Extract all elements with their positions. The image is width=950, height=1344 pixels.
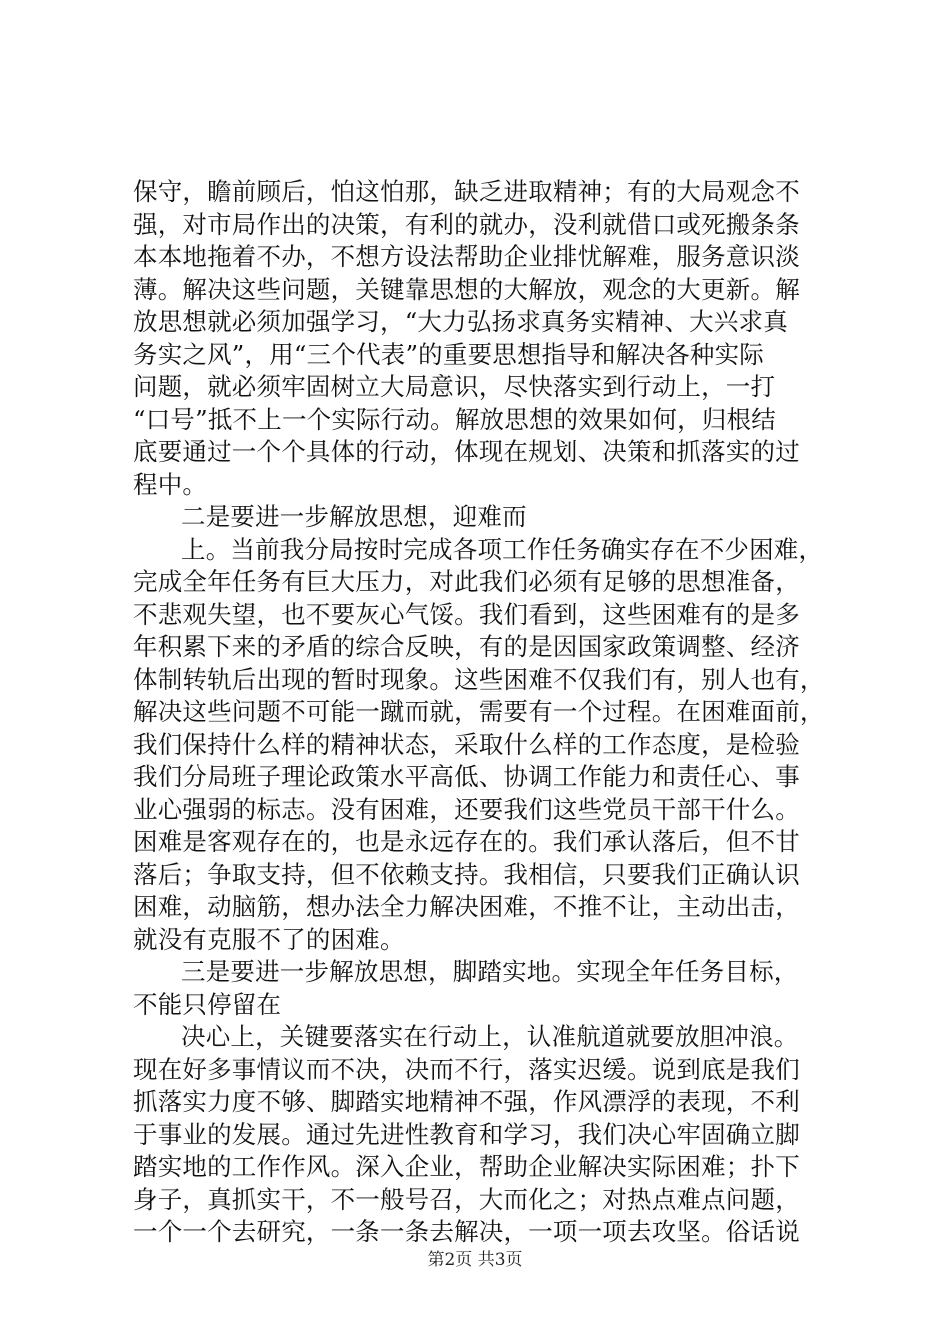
text-line: 体制转轨后出现的暂时现象。这些困难不仅我们有，别人也有， xyxy=(133,664,825,694)
text-line: 我们分局班子理论政策水平高低、协调工作能力和责任心、事 xyxy=(133,762,800,791)
text-line: 保守，瞻前顾后，怕这怕那，缺乏进取精神；有的大局观念不 xyxy=(133,177,800,206)
text-line: 务实之风”，用“三个代表”的重要思想指导和解决各种实际 xyxy=(133,339,764,369)
text-line: 困难是客观存在的，也是永远存在的。我们承认落后，但不甘 xyxy=(133,827,800,856)
text-line: 三是要进一步解放思想，脚踏实地。实现全年任务目标， xyxy=(181,957,799,986)
text-line: 强，对市局作出的决策，有利的就办，没利就借口或死搬条条 xyxy=(133,209,800,239)
text-line: 困难，动脑筋，想办法全力解决困难，不推不让，主动出击， xyxy=(133,892,800,921)
text-line: 决心上，关键要落实在行动上，认准航道就要放胆冲浪。 xyxy=(181,1022,799,1051)
text-line: 我们保持什么样的精神状态，采取什么样的工作态度，是检验 xyxy=(133,729,800,759)
text-line: 落后；争取支持，但不依赖支持。我相信，只要我们正确认识 xyxy=(133,859,800,889)
text-line: 身子，真抓实干，不一般号召，大而化之；对热点难点问题， xyxy=(133,1184,800,1214)
text-line: 一个一个去研究，一条一条去解决，一项一项去攻坚。俗话说 xyxy=(133,1217,800,1246)
text-line: 抓落实力度不够、脚踏实地精神不强，作风漂浮的表现，不利 xyxy=(133,1087,800,1116)
text-line: 年积累下来的矛盾的综合反映，有的是因国家政策调整、经济 xyxy=(133,632,800,661)
page-footer: 第2页 共3页 xyxy=(427,1250,523,1270)
text-line: 二是要进一步解放思想，迎难而 xyxy=(181,502,527,531)
text-line: 放思想就必须加强学习，“大力弘扬求真务实精神、大兴求真 xyxy=(133,307,788,336)
text-line: 程中。 xyxy=(133,469,208,499)
text-line: 薄。解决这些问题，关键靠思想的大解放，观念的大更新。解 xyxy=(133,274,800,304)
text-line: “口号”抵不上一个实际行动。解放思想的效果如何，归根结 xyxy=(133,404,776,434)
text-line: 完成全年任务有巨大压力，对此我们必须有足够的思想准备， xyxy=(133,567,800,596)
text-line: 不悲观失望，也不要灰心气馁。我们看到，这些困难有的是多 xyxy=(133,599,800,629)
text-line: 问题，就必须牢固树立大局意识，尽快落实到行动上，一打 xyxy=(133,372,776,401)
text-line: 现在好多事情议而不决，决而不行，落实迟缓。说到底是我们 xyxy=(133,1054,800,1084)
text-line: 底要通过一个个具体的行动，体现在规划、决策和抓落实的过 xyxy=(133,437,800,466)
text-line: 业心强弱的标志。没有困难，还要我们这些党员干部干什么。 xyxy=(133,794,800,824)
text-line: 于事业的发展。通过先进性教育和学习，我们决心牢固确立脚 xyxy=(133,1119,800,1149)
text-line: 解决这些问题不可能一蹴而就，需要有一个过程。在困难面前， xyxy=(133,697,825,726)
text-line: 就没有克服不了的困难。 xyxy=(133,924,405,954)
text-line: 上。当前我分局按时完成各项工作任务确实存在不少困难， xyxy=(181,534,824,564)
text-line: 踏实地的工作作风。深入企业，帮助企业解决实际困难；扑下 xyxy=(133,1152,800,1181)
text-line: 不能只停留在 xyxy=(133,989,282,1019)
text-line: 本本地拖着不办，不想方设法帮助企业排忧解难，服务意识淡 xyxy=(133,242,800,271)
document-body xyxy=(133,176,833,1249)
